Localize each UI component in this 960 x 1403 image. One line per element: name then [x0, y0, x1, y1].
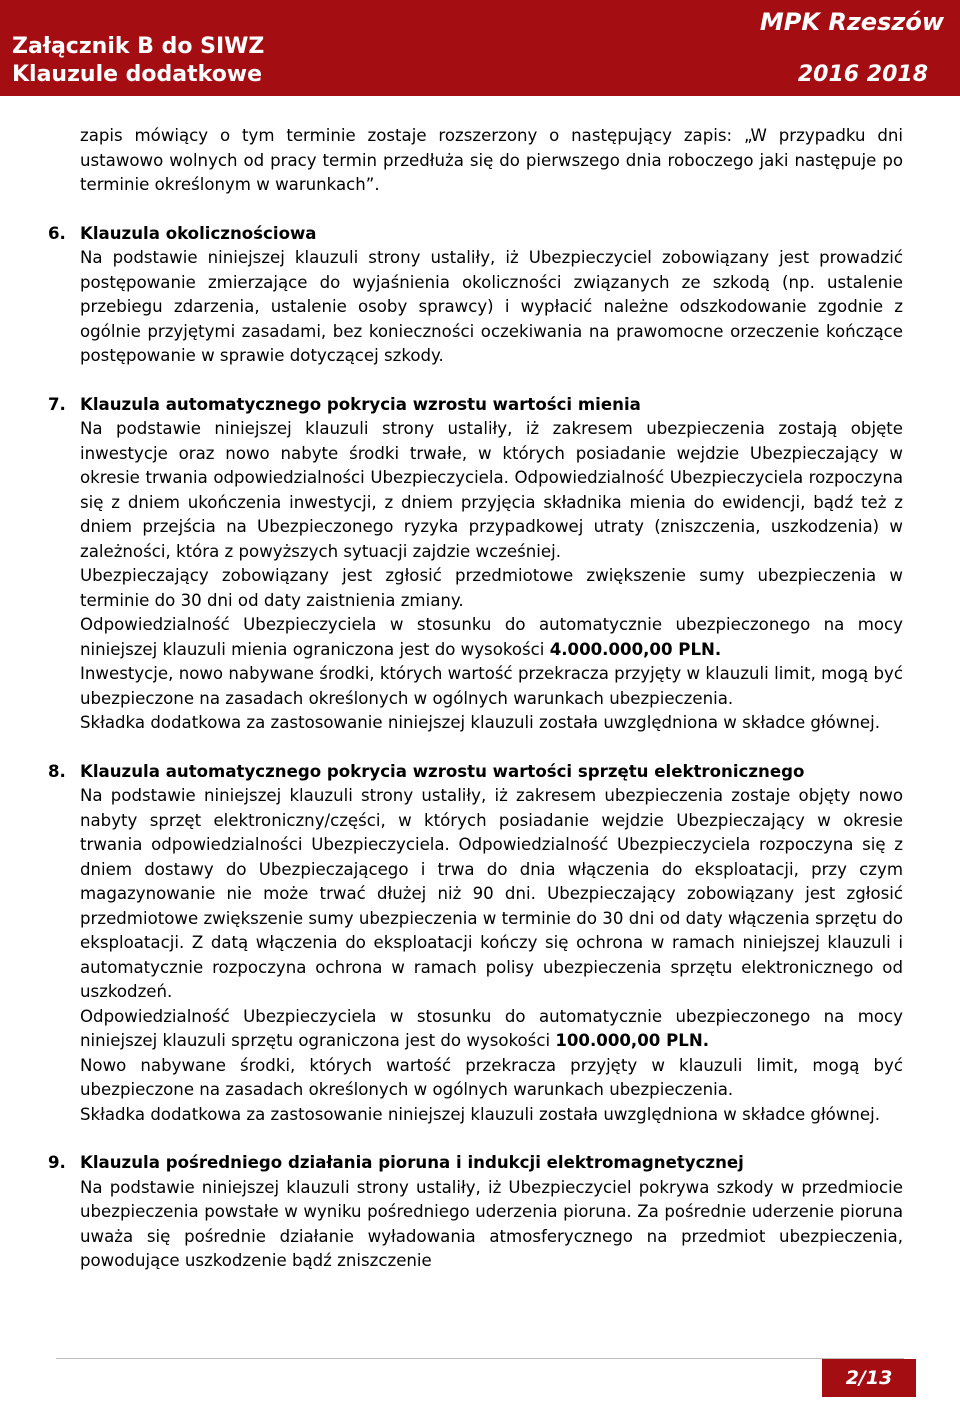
- limit-paragraph: [80, 613, 903, 662]
- section-paragraph: Na podstawie niniejszej klauzuli strony ustaliły, iż zakresem ubezpieczenia zostają objęte inwestycje oraz nowo nabyte środki trwałe, w których posiadanie wejdzie Ubezpieczający w okresie trwania odpowiedzialności Ubezpieczyciela. Odpowiedzialność Ubezpieczyciela rozpoczyna się z dniem ukończenia inwestycji, z dniem przyjęcia składnika mienia do ewidencji, bądź też z dniem przejścia na Ubezpieczonego ryzyka przypadkowej utraty (zniszczenia, uszkodzenia) w zależności, która z powyższych sytuacji zajdzie wcześniej.: [80, 419, 903, 561]
- section-number: 7.: [48, 394, 66, 414]
- document-body: [48, 124, 903, 1274]
- section-paragraph: Na podstawie niniejszej klauzuli strony ustaliły, iż zakresem ubezpieczenia zostaje objęty nowo nabyty sprzęt elektroniczny/części, w których posiadanie wejdzie Ubezpieczający w okresie trwania odpowiedzialności Ubezpieczyciela. Odpowiedzialność Ubezpieczyciela rozpoczyna się z dniem dostawy do Ubezpieczającego i trwa do dnia włączenia do eksploatacji, przy czym magazynowanie nie może trwać dłużej niż 90 dni. Ubezpieczający zobowiązany jest zgłosić przedmiotowe zwiększenie sumy ubezpieczenia w terminie do 30 dni od daty włączenia sprzętu do eksploatacji. Z datą włączenia do eksploatacji kończy się ochrona w ramach niniejszej klauzuli i automatycznie rozpoczyna ochrona w ramach polisy ubezpieczenia sprzętu elektronicznego od uszkodzeń.: [80, 786, 903, 1001]
- intro-paragraph: zapis mówiący o tym terminie zostaje rozszerzony o następujący zapis: „W przypadku dni ustawowo wolnych od pracy termin przedłuża się do pierwszego dnia roboczego jaki następuje po terminie określonym w warunkach”.: [80, 126, 903, 194]
- footer-divider: [56, 1358, 904, 1359]
- limit-paragraph: [80, 1005, 903, 1054]
- limit-text: Odpowiedzialność Ubezpieczyciela w stosunku do automatycznie ubezpieczonego na mocy niniejszej klauzuli sprzętu ograniczona jest do wysokości: [80, 1006, 903, 1050]
- section-title: Klauzula okolicznościowa: [80, 223, 317, 243]
- section-9: [48, 1151, 903, 1274]
- section-title: Klauzula automatycznego pokrycia wzrostu wartości mienia: [80, 394, 641, 414]
- section-number: 9.: [48, 1153, 66, 1172]
- section-paragraph: Składka dodatkowa za zastosowanie niniejszej klauzuli została uwzględniona w składce głównej.: [80, 1104, 881, 1124]
- limit-amount: 100.000,00 PLN.: [555, 1031, 710, 1050]
- section-paragraph: Nowo nabywane środki, których wartość przekracza przyjęty w klauzuli limit, mogą być ubezpieczone na zasadach określonych w ogólnych warunkach ubezpieczenia.: [80, 1055, 903, 1099]
- section-number: 8.: [48, 761, 66, 781]
- contract-years: 2016 2018: [797, 62, 928, 87]
- limit-amount: 4.000.000,00 PLN.: [549, 639, 722, 659]
- section-8: [48, 760, 903, 1128]
- limit-text: Odpowiedzialność Ubezpieczyciela w stosunku do automatycznie ubezpieczonego na mocy niniejszej klauzuli mienia ograniczona jest do wysokości: [80, 615, 903, 659]
- page-number: 2/13: [822, 1359, 916, 1397]
- section-6: [48, 222, 903, 369]
- attachment-title: Załącznik B do SIWZ: [12, 34, 265, 59]
- document-subtitle: Klauzule dodatkowe: [12, 62, 263, 87]
- organization-name: MPK Rzeszów: [759, 8, 944, 36]
- section-body: Na podstawie niniejszej klauzuli strony ustaliły, iż Ubezpieczyciel zobowiązany jest prowadzić postępowanie zmierzające do wyjaśnienia okoliczności związanych ze szkodą (np. ustalenie przebiegu zdarzenia, ustalenie osoby sprawcy) i wypłacić należne odszkodowanie zgodnie z ogólnie przyjętymi zasadami, bez konieczności oczekiwania na prawomocne orzeczenie kończące postępowanie w sprawie dotyczącej szkody.: [80, 248, 903, 365]
- section-paragraph: Ubezpieczający zobowiązany jest zgłosić przedmiotowe zwiększenie sumy ubezpieczenia w terminie do 30 dni od daty zaistnienia zmiany.: [80, 566, 903, 610]
- section-title: Klauzula pośredniego działania pioruna i indukcji elektromagnetycznej: [80, 1153, 744, 1172]
- header-bar: [0, 0, 960, 96]
- section-title: Klauzula automatycznego pokrycia wzrostu wartości sprzętu elektronicznego: [80, 761, 805, 781]
- section-body: Na podstawie niniejszej klauzuli strony ustaliły, iż Ubezpieczyciel pokrywa szkody w przedmiocie ubezpieczenia powstałe w wyniku pośredniego uderzenia pioruna. Za pośrednie uderzenie pioruna uważa się pośrednie działanie wyładowania atmosferycznego na przedmiot ubezpieczenia, powodujące uszkodzenie bądź zniszczenie: [80, 1177, 903, 1270]
- section-number: 6.: [48, 223, 66, 243]
- section-paragraph: Inwestycje, nowo nabywane środki, których wartość przekracza przyjęty w klauzuli limit, mogą być ubezpieczone na zasadach określonych w ogólnych warunkach ubezpieczenia.: [80, 664, 903, 708]
- section-7: [48, 393, 903, 736]
- section-paragraph: Składka dodatkowa za zastosowanie niniejszej klauzuli została uwzględniona w składce głównej.: [80, 713, 881, 732]
